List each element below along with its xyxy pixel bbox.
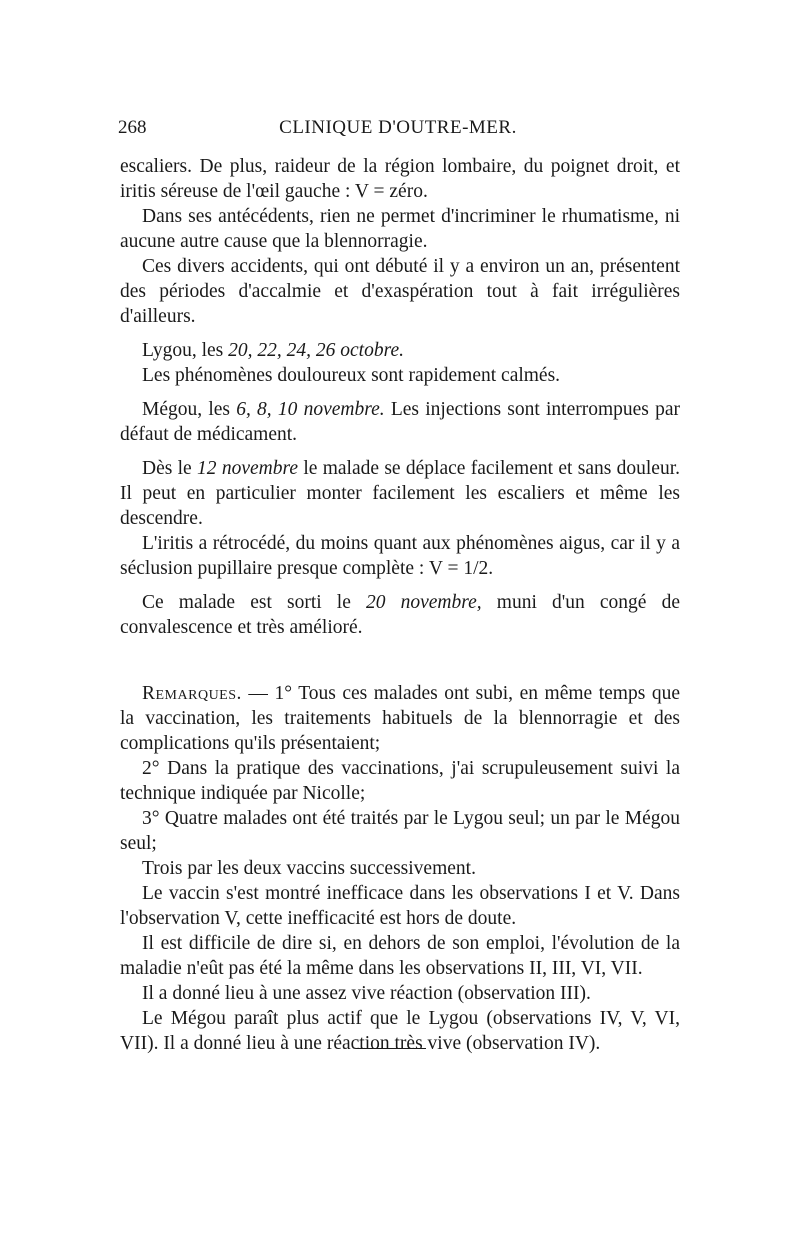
paragraph-megou-dates (120, 397, 680, 447)
body-text (120, 154, 680, 1056)
des-le-date: 12 novembre (197, 458, 299, 479)
paragraph-sortie (120, 590, 680, 640)
paragraph-reaction: Il a donné lieu à une assez vive réaction (observation III). (142, 983, 591, 1004)
sortie-tail: muni d'un congé de convalescence et très amélioré. (120, 592, 680, 638)
page-number: 268 (118, 117, 147, 138)
paragraph-remarques (120, 681, 680, 756)
section-end-rule (356, 1048, 426, 1049)
paragraph-antecedents: Dans ses antécédents, rien ne permet d'incriminer le rhumatisme, ni aucune autre cause que la blennorragie. (120, 206, 680, 252)
paragraph-phenomenes: Les phénomènes douloureux sont rapidement calmés. (142, 365, 561, 386)
paragraph-lygou-dates (120, 338, 680, 363)
paragraph-iritis: L'iritis a rétrocédé, du moins quant aux phénomènes aigus, car il y a séclusion pupillaire presque complète : V = 1/2. (120, 533, 680, 579)
paragraph-megou-actif: Le Mégou paraît plus actif que le Lygou (observations IV, V, VI, VII). Il a donné lieu à une réaction très vive (observation IV). (120, 1008, 680, 1054)
lygou-dates: 20, 22, 24, 26 octobre. (228, 340, 404, 361)
page-header (118, 117, 678, 147)
running-title: CLINIQUE D'OUTRE-MER. (279, 117, 517, 138)
sortie-lead: Ce malade est sorti le (142, 592, 366, 613)
paragraph-trois: Trois par les deux vaccins successivement. (142, 858, 476, 879)
paragraph-remark-3: 3° Quatre malades ont été traités par le Lygou seul; un par le Mégou seul; (120, 808, 680, 854)
megou-tail: Les injections sont interrompues par défaut de médicament. (120, 399, 680, 445)
des-le-tail: le malade se déplace facilement et sans douleur. Il peut en particulier monter facilement les escaliers et même les descendre. (120, 458, 680, 529)
remarques-text: — 1° Tous ces malades ont subi, en même temps que la vaccination, les traitements habituels de la blennorragie et des complications qu'ils présentaient; (120, 683, 680, 754)
paragraph-difficile: Il est difficile de dire si, en dehors de son emploi, l'évolution de la maladie n'eût pas été la même dans les observations II, III, VI, VII. (120, 933, 680, 979)
megou-lead: Mégou, les (142, 399, 237, 420)
megou-dates: 6, 8, 10 novembre. (236, 399, 385, 420)
paragraph-accidents: Ces divers accidents, qui ont débuté il y a environ un an, présentent des périodes d'accalmie et d'exaspération tout à fait irrégulières d'ailleurs. (120, 256, 680, 327)
remarques-label: Remarques. (142, 683, 242, 704)
paragraph-remark-2: 2° Dans la pratique des vaccinations, j'ai scrupuleusement suivi la technique indiquée par Nicolle; (120, 758, 680, 804)
sortie-date: 20 novembre, (366, 592, 482, 613)
des-le-lead: Dès le (142, 458, 198, 479)
paragraph-des-le (120, 456, 680, 531)
paragraph-continuation: escaliers. De plus, raideur de la région lombaire, du poignet droit, et iritis séreuse de l'œil gauche : V = zéro. (120, 156, 680, 202)
paragraph-inefficace: Le vaccin s'est montré inefficace dans les observations I et V. Dans l'observation V, cette inefficacité est hors de doute. (120, 883, 680, 929)
lygou-lead: Lygou, les (142, 340, 229, 361)
